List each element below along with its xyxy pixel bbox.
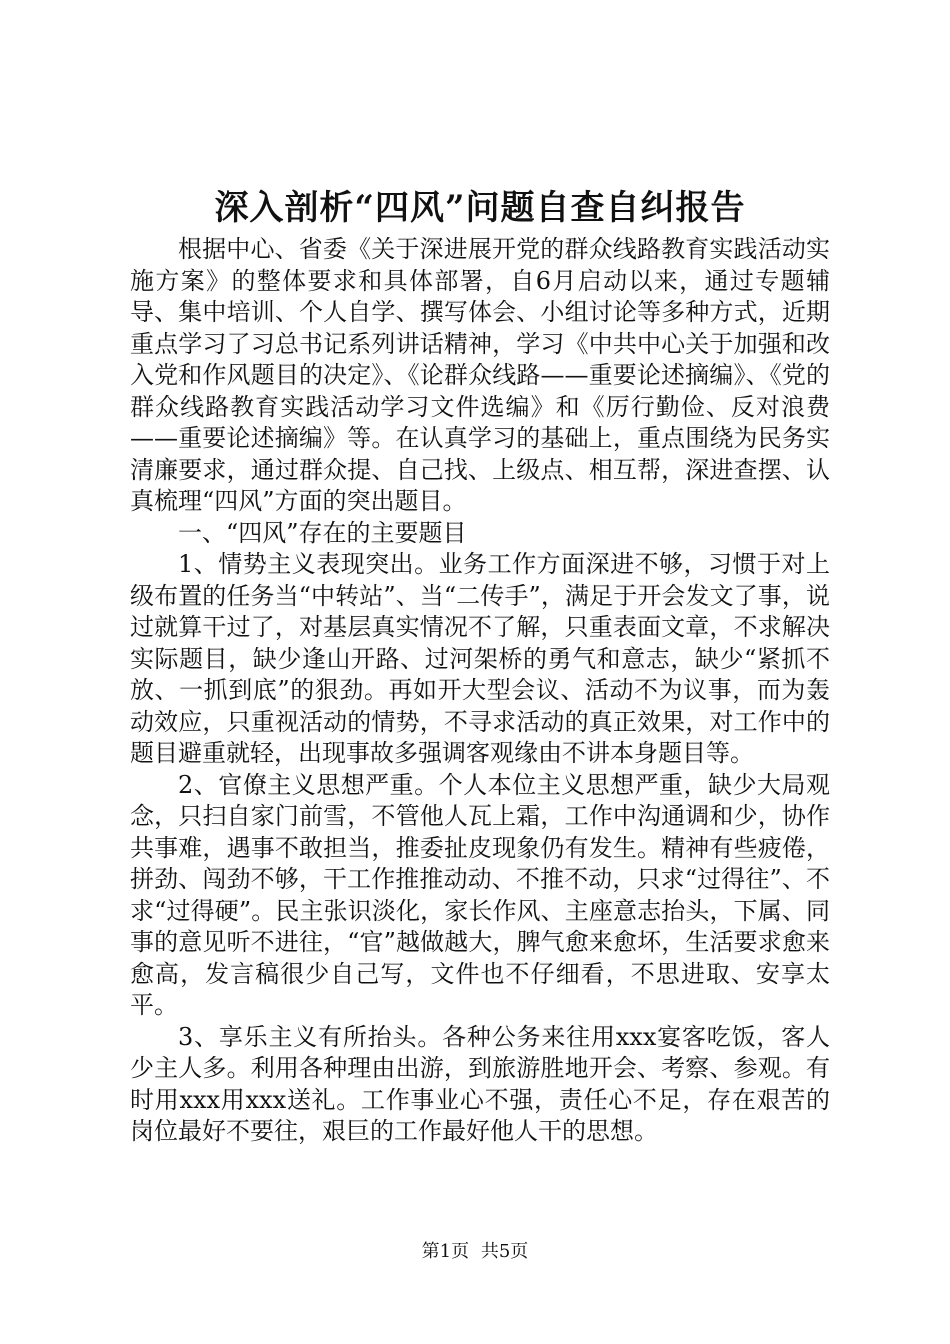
page-footer [0,1238,950,1266]
document-body [130,234,830,1148]
section-heading: 一、“四风”存在的主要题目 [178,518,467,547]
point-1-paragraph: 1、情势主义表现突出。业务工作方面深进不够，习惯于对上级布置的任务当“中转站”、当“二传手”，满足于开会发文了事，说过就算干过了，对基层真实情况不了解，只重表面文章，不求解决实际题目，缺少逢山开路、过河架桥的勇气和意志，缺少“紧抓不放、一抓到底”的狠劲。再如开大型会议、活动不为议事，而为轰动效应，只重视活动的情势，不寻求活动的真正效果，对工作中的题目避重就轻，出现事故多强调客观缘由不讲本身题目等。 [130,550,830,767]
intro-paragraph: 根据中心、省委《关于深进展开党的群众线路教育实践活动实施方案》的整体要求和具体部署，自6月启动以来，通过专题辅导、集中培训、个人自学、撰写体会、小组讨论等多种方式，近期重点学习了习总书记系列讲话精神，学习《中共中心关于加强和改入党和作风题目的决定》、《论群众线路——重要论述摘编》、《党的群众线路教育实践活动学习文件选编》和《厉行勤俭、反对浪费——重要论述摘编》等。在认真学习的基础上，重点围绕为民务实清廉要求，通过群众提、自己找、上级点、相互帮，深进查摆、认真梳理“四风”方面的突出题目。 [130,235,830,515]
point-2-paragraph: 2、官僚主义思想严重。个人本位主义思想严重，缺少大局观念，只扫自家门前雪，不管他人瓦上霜，工作中沟通调和少，协作共事难，遇事不敢担当，推委扯皮现象仍有发生。精神有些疲倦，拼劲、闯劲不够，干工作推推动动、不推不动，只求“过得往”、不求“过得硬”。民主张识淡化，家长作风、主座意志抬头，下属、同事的意见听不进往，“官”越做越大，脾气愈来愈坏，生活要求愈来愈高，发言稿很少自己写，文件也不仔细看，不思进取、安享太平。 [130,770,830,1019]
page-number: 第1页 [421,1241,470,1262]
document-title: 深入剖析“四风”问题自查自纠报告 [214,188,746,228]
page-total: 共5页 [480,1241,529,1262]
point-3-paragraph: 3、享乐主义有所抬头。各种公务来往用xxx宴客吃饭，客人少主人多。利用各种理由出游，到旅游胜地开会、考察、参观。有时用xxx用xxx送礼。工作事业心不强，责任心不足，存在艰苦的岗位最好不要往，艰巨的工作最好他人干的思想。 [130,1022,830,1145]
